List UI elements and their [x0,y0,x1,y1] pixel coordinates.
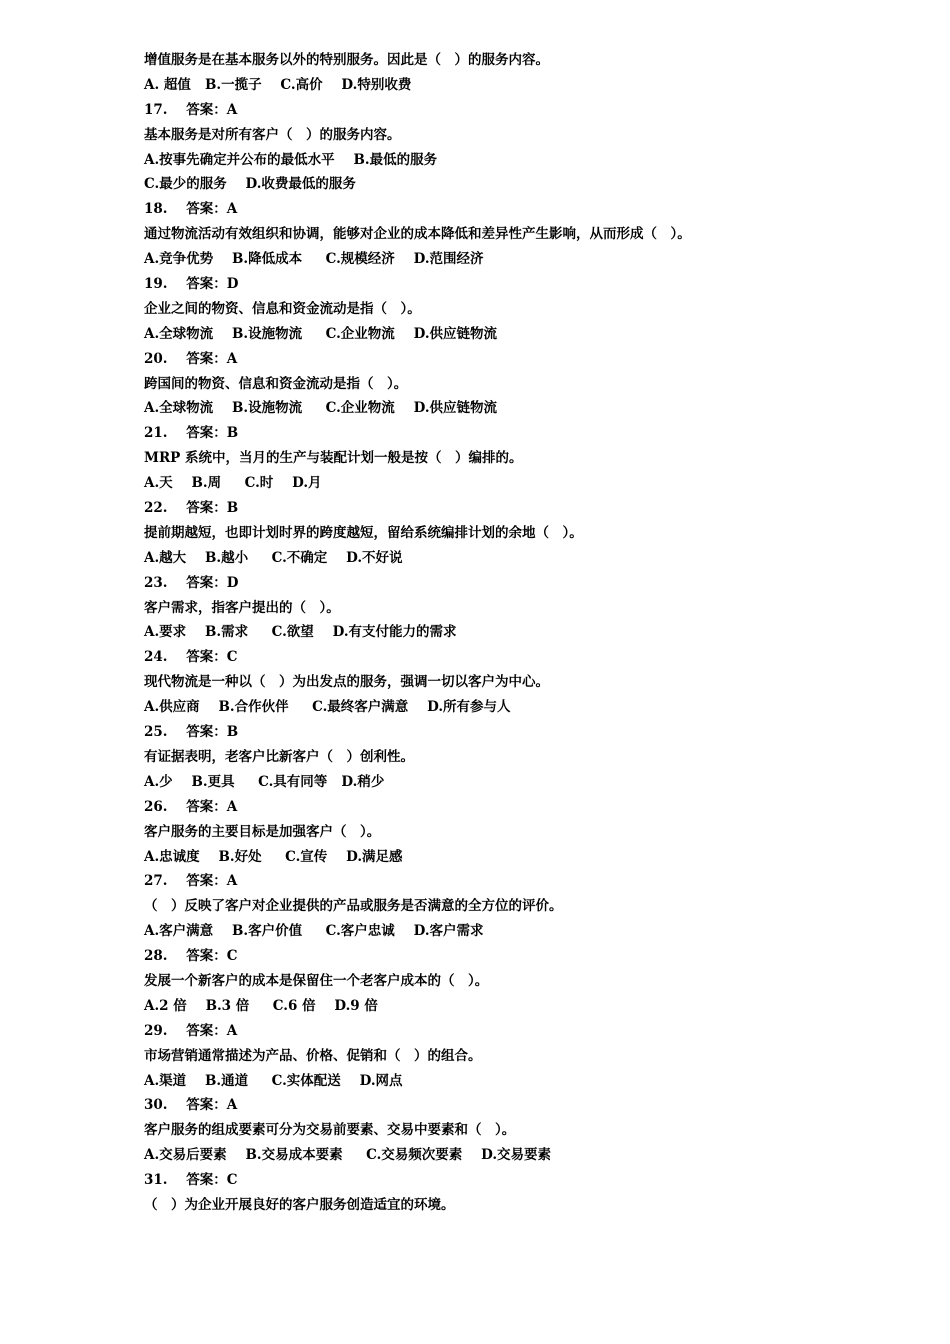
answer-options: A.客户满意 B.客户价值 C.客户忠诚 D.客户需求 [144,923,484,940]
answer-options: A.供应商 B.合作伙伴 C.最终客户满意 D.所有参与人 [144,699,511,716]
answer-key: 31. 答案：C [144,1172,238,1189]
answer-key: 27. 答案：A [144,873,238,890]
answer-options: A.2 倍 B.3 倍 C.6 倍 D.9 倍 [144,997,378,1014]
question-text: 发展一个新客户的成本是保留住一个老客户成本的（ ）。 [144,972,489,989]
answer-options: A.天 B.周 C.时 D.月 [144,475,322,492]
answer-key: 25. 答案：B [144,724,239,741]
question-text: MRP 系统中，当月的生产与装配计划一般是按（ ）编排的。 [144,450,523,467]
answer-options: A.要求 B.需求 C.欲望 D.有支付能力的需求 [144,624,457,641]
answer-key: 19. 答案：D [144,276,239,293]
answer-options: A.越大 B.越小 C.不确定 D.不好说 [144,549,403,566]
question-text: 通过物流活动有效组织和协调，能够对企业的成本降低和差异性产生影响，从而形成（ ）。 [144,226,691,243]
answer-key: 29. 答案：A [144,1022,238,1039]
answer-key: 20. 答案：A [144,350,238,367]
question-text: 现代物流是一种以（ ）为出发点的服务，强调一切以客户为中心。 [144,674,549,691]
document-page [144,48,904,1218]
answer-options: A.按事先确定并公布的最低水平 B.最低的服务 [144,151,438,168]
answer-key: 23. 答案：D [144,574,239,591]
answer-key: 22. 答案：B [144,500,239,517]
question-text: 基本服务是对所有客户（ ）的服务内容。 [144,126,401,143]
answer-key: 26. 答案：A [144,798,238,815]
answer-options: A. 超值 B.一揽子 C.高价 D.特别收费 [144,76,412,93]
question-text: 企业之间的物资、信息和资金流动是指（ ）。 [144,300,421,317]
answer-key: 18. 答案：A [144,201,238,218]
answer-options: A.全球物流 B.设施物流 C.企业物流 D.供应链物流 [144,325,498,342]
question-text: 跨国间的物资、信息和资金流动是指（ ）。 [144,375,408,392]
question-text: 增值服务是在基本服务以外的特别服务。因此是（ ）的服务内容。 [144,52,549,68]
answer-key: 28. 答案：C [144,948,238,965]
answer-options: C.最少的服务 D.收费最低的服务 [144,176,356,193]
answer-key: 24. 答案：C [144,649,238,666]
question-text: 客户服务的主要目标是加强客户（ ）。 [144,823,381,840]
answer-key: 30. 答案：A [144,1097,238,1114]
answer-options: A.渠道 B.通道 C.实体配送 D.网点 [144,1072,403,1089]
question-text: 客户需求，指客户提出的（ ）。 [144,599,340,616]
answer-key: 21. 答案：B [144,425,239,442]
answer-key: 17. 答案：A [144,101,238,118]
question-text: 市场营销通常描述为产品、价格、促销和（ ）的组合。 [144,1047,482,1064]
question-text: （ ）反映了客户对企业提供的产品或服务是否满意的全方位的评价。 [144,898,563,915]
question-text: （ ）为企业开展良好的客户服务创造适宜的环境。 [144,1196,455,1213]
answer-options: A.竞争优势 B.降低成本 C.规模经济 D.范围经济 [144,251,484,268]
question-text: 提前期越短，也即计划时界的跨度越短，留给系统编排计划的余地（ ）。 [144,524,583,541]
answer-options: A.全球物流 B.设施物流 C.企业物流 D.供应链物流 [144,400,498,417]
answer-options: A.忠诚度 B.好处 C.宣传 D.满足感 [144,848,403,865]
question-text: 有证据表明，老客户比新客户（ ）创利性。 [144,748,414,765]
answer-options: A.少 B.更具 C.具有同等 D.稍少 [144,773,385,790]
question-text: 客户服务的组成要素可分为交易前要素、交易中要素和（ ）。 [144,1122,516,1139]
answer-options: A.交易后要素 B.交易成本要素 C.交易频次要素 D.交易要素 [144,1147,552,1164]
